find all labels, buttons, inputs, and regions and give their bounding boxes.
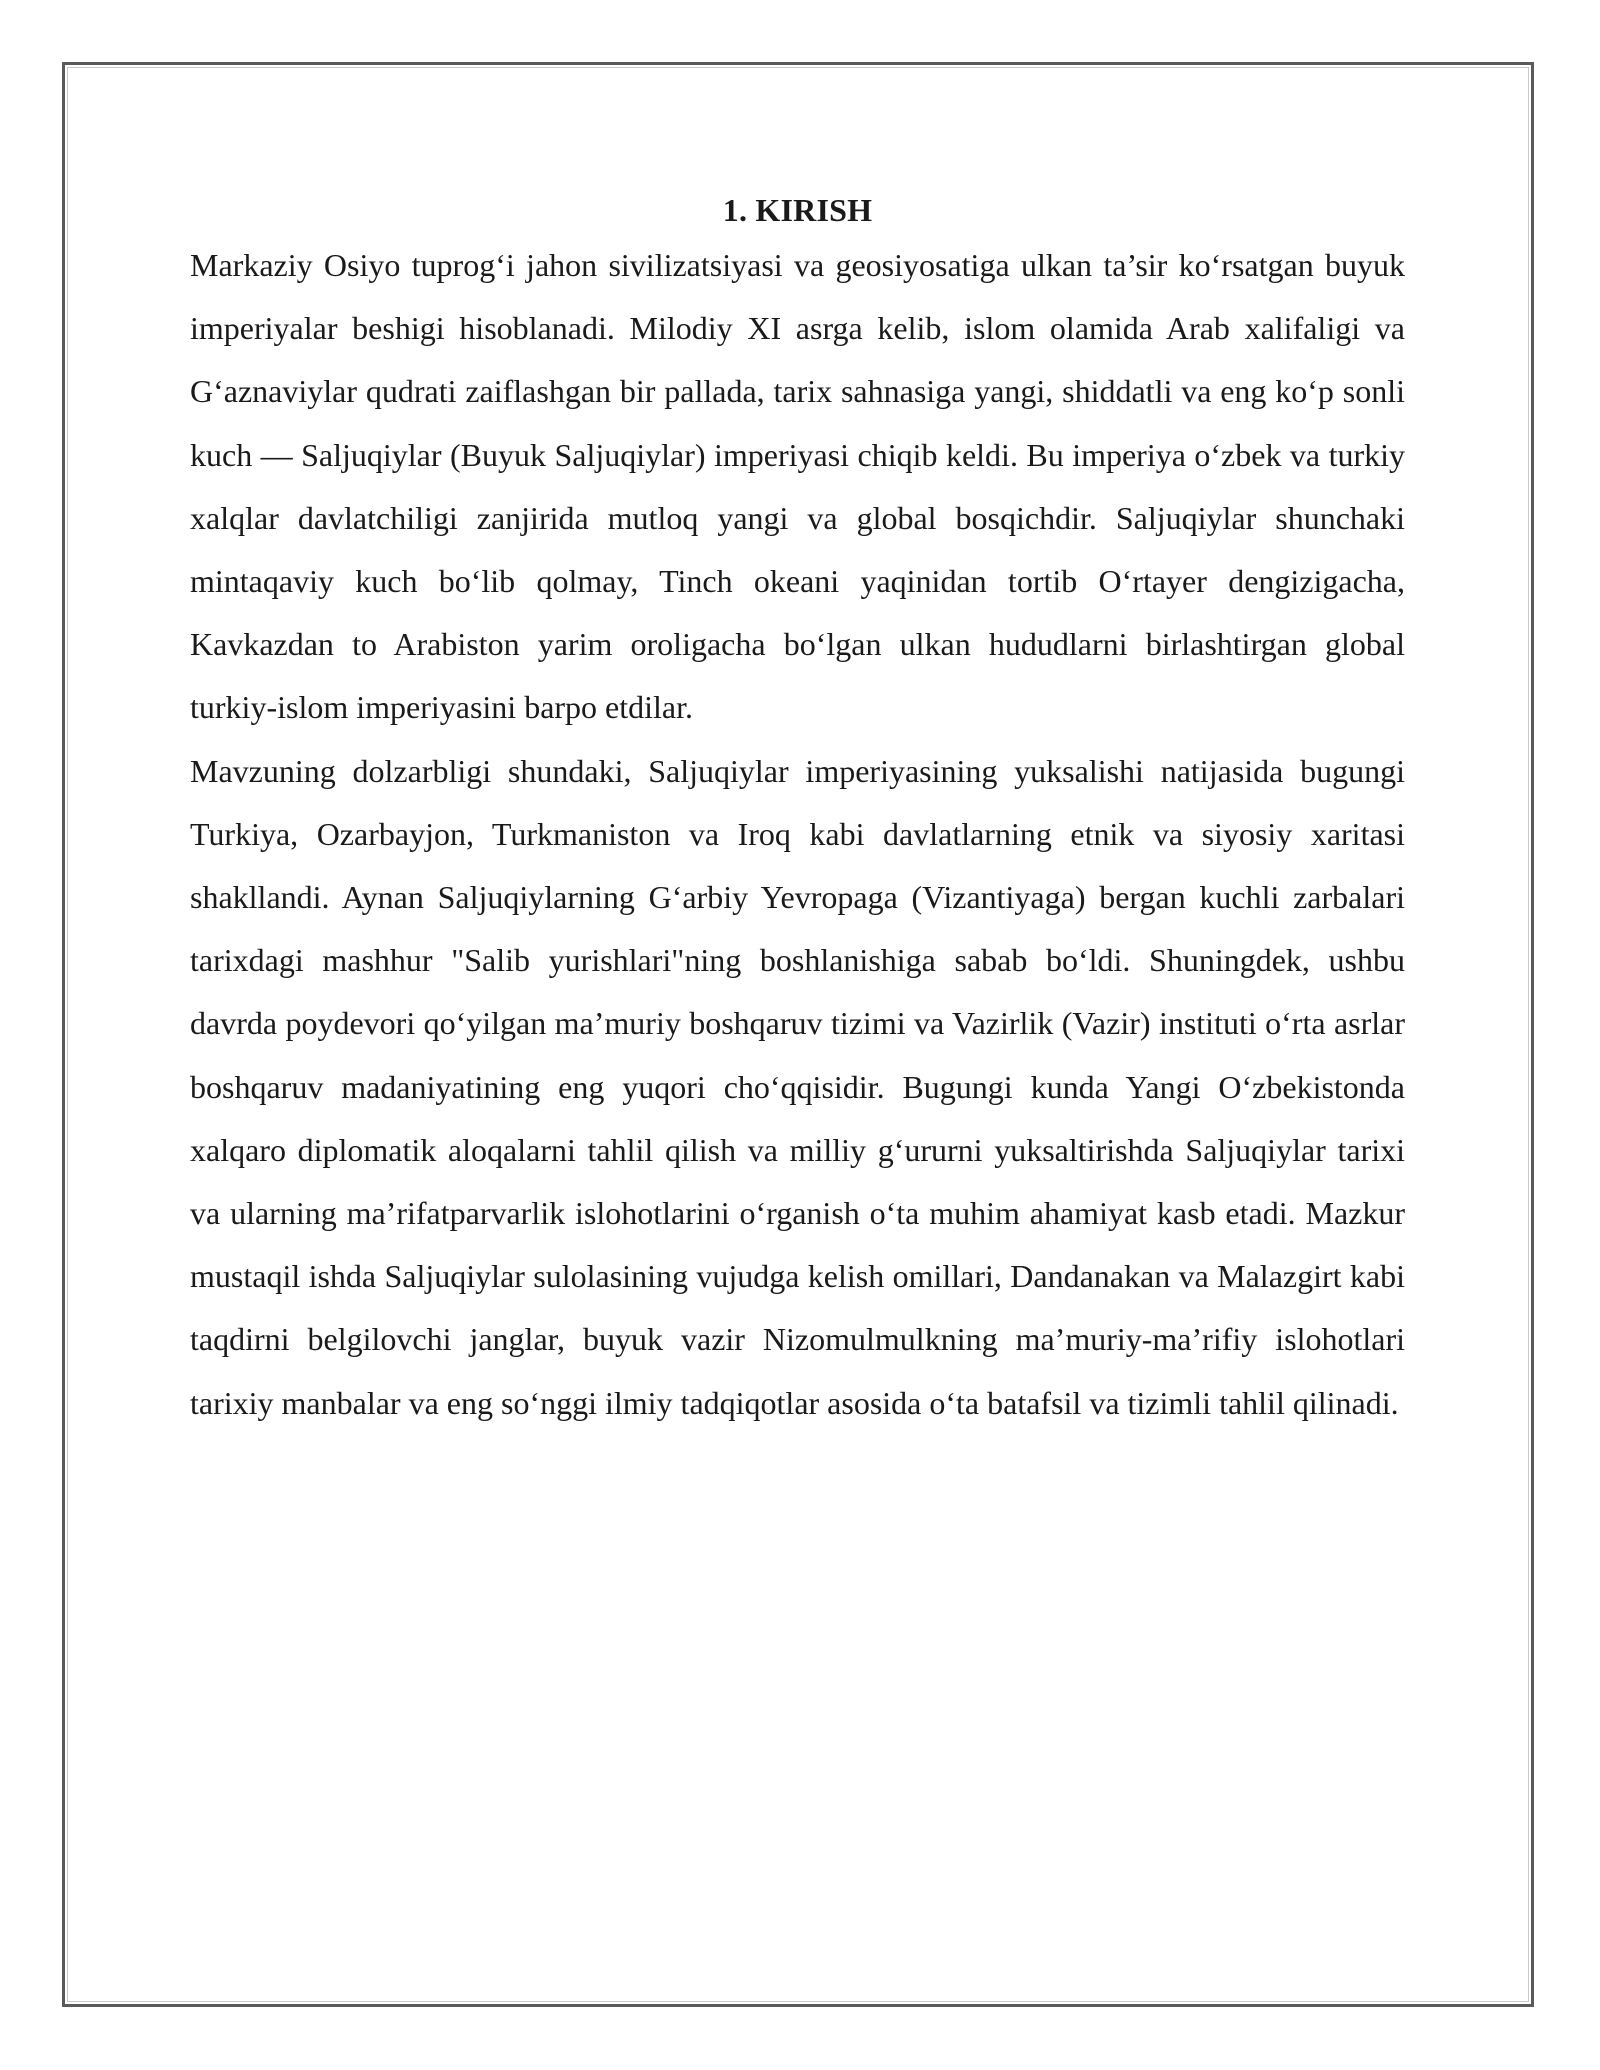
- document-body: [190, 186, 1405, 1435]
- paragraph-relevance: Mavzuning dolzarbligi shundaki, Saljuqiylar imperiyasining yuksalishi natijasida bugungi Turkiya, Ozarbayjon, Turkmaniston va Iroq kabi davlatlarning etnik va siyosiy xaritasi shakllandi. Aynan Saljuqiylarning G‘arbiy Yevropaga (Vizantiyaga) bergan kuchli zarbalari tarixdagi mashhur "Salib yurishlari"ning boshlanishiga sabab bo‘ldi. Shuningdek, ushbu davrda poydevori qo‘yilgan ma’muriy boshqaruv tizimi va Vazirlik (Vazir) instituti o‘rta asrlar boshqaruv madaniyatining eng yuqori cho‘qqisidir. Bugungi kunda Yangi O‘zbekistonda xalqaro diplomatik aloqalarni tahlil qilish va milliy g‘ururni yuksaltirishda Saljuqiylar tarixi va ularning ma’rifatparvarlik islohotlarini o‘rganish o‘ta muhim ahamiyat kasb etadi. Mazkur mustaqil ishda Saljuqiylar sulolasining vujudga kelish omillari, Dandanakan va Malazgirt kabi taqdirni belgilovchi janglar, buyuk vazir Nizomulmulkning ma’muriy-ma’rifiy islohotlari tarixiy manbalar va eng so‘nggi ilmiy tadqiqotlar asosida o‘ta batafsil va tizimli tahlil qilinadi.: [190, 752, 1405, 1421]
- paragraph-intro: Markaziy Osiyo tuprog‘i jahon sivilizatsiyasi va geosiyosatiga ulkan ta’sir ko‘rsatgan buyuk imperiyalar beshigi hisoblanadi. Milodiy XI asrga kelib, islom olamida Arab xalifaligi va G‘aznaviylar qudrati zaiflashgan bir pallada, tarix sahnasiga yangi, shiddatli va eng ko‘p sonli kuch — Saljuqiylar (Buyuk Saljuqiylar) imperiyasi chiqib keldi. Bu imperiya o‘zbek va turkiy xalqlar davlatchiligi zanjirida mutloq yangi va global bosqichdir. Saljuqiylar shunchaki mintaqaviy kuch bo‘lib qolmay, Tinch okeani yaqinidan tortib O‘rtayer dengizigacha, Kavkazdan to Arabiston yarim oroligacha bo‘lgan ulkan hududlarni birlashtirgan global turkiy-islom imperiyasini barpo etdilar.: [190, 247, 1405, 726]
- section-heading: 1. KIRISH: [722, 192, 873, 228]
